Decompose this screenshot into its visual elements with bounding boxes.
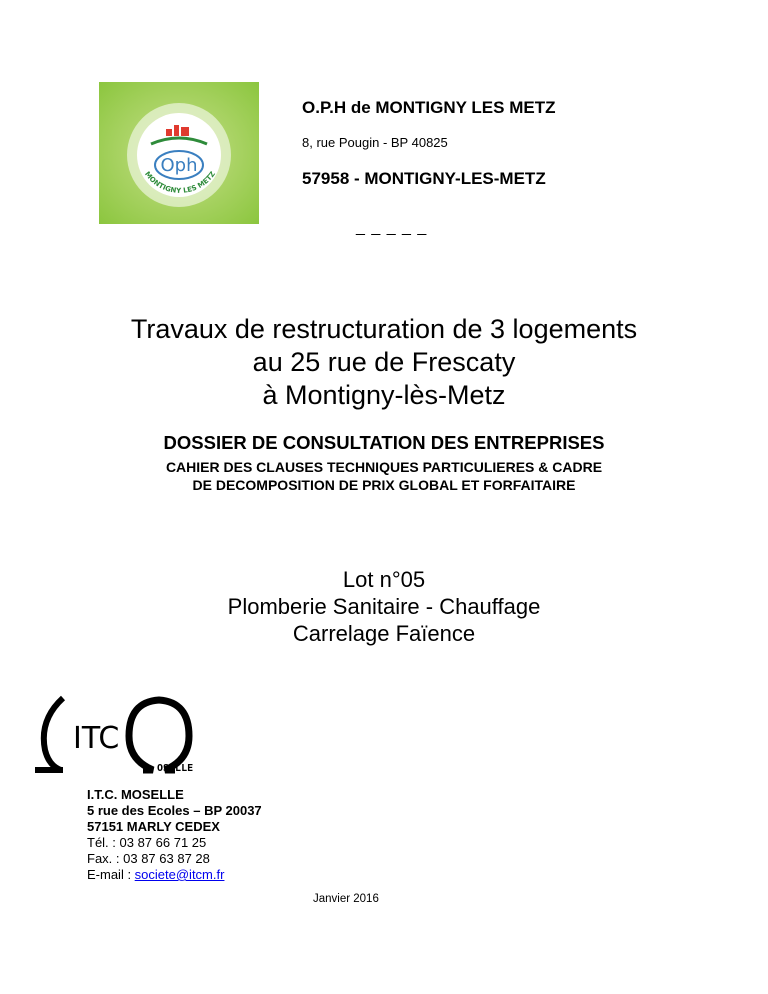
lot-line-2: Carrelage Faïence: [292, 621, 476, 646]
itc-logo-suffix: OSELLE: [157, 763, 194, 774]
oph-building-1: [166, 129, 172, 136]
title-line-3: à Montigny-lès-Metz: [262, 380, 506, 410]
title-line-2: au 25 rue de Frescaty: [252, 347, 516, 377]
oph-logo-text: Oph: [160, 155, 198, 176]
itc-logo: [33, 690, 213, 776]
oph-building-3: [181, 127, 189, 136]
itc-email-label: E-mail :: [87, 867, 135, 882]
itc-email-link[interactable]: societe@itcm.fr: [134, 867, 225, 882]
itc-left-arc: [44, 698, 63, 770]
lot-block: [0, 566, 768, 647]
dossier-subheading: [0, 458, 768, 494]
itc-name: I.T.C. MOSELLE: [87, 787, 184, 802]
dossier-sub-line-1: CAHIER DES CLAUSES TECHNIQUES PARTICULIERES & CADRE: [165, 459, 603, 475]
itc-fax: Fax. : 03 87 63 87 28: [87, 851, 210, 866]
itc-contact: [87, 787, 262, 883]
document-date: Janvier 2016: [313, 893, 379, 905]
itc-omega: [129, 700, 189, 770]
oph-building-2: [174, 125, 179, 136]
lot-number: Lot n°05: [342, 567, 426, 592]
title-line-1: Travaux de restructuration de 3 logements: [130, 314, 638, 344]
lot-line-1: Plomberie Sanitaire - Chauffage: [227, 594, 541, 619]
itc-logo-letters: ITC: [73, 721, 120, 756]
itc-email-row: [87, 867, 262, 883]
oph-ring-text: MONTIGNY LES METZ: [143, 170, 217, 195]
organization-name: O.P.H de MONTIGNY LES METZ: [302, 98, 556, 117]
dossier-sub-line-2: DE DECOMPOSITION DE PRIX GLOBAL ET FORFAITAIRE: [192, 477, 576, 493]
organization-city: 57958 - MONTIGNY-LES-METZ: [302, 169, 546, 188]
dossier-heading: DOSSIER DE CONSULTATION DES ENTREPRISES: [163, 432, 605, 453]
oph-logo: [99, 82, 259, 224]
itc-street: 5 rue des Ecoles – BP 20037: [87, 803, 262, 818]
organization-address: 8, rue Pougin - BP 40825: [302, 135, 448, 150]
itc-city: 57151 MARLY CEDEX: [87, 819, 220, 834]
project-title: [0, 313, 768, 412]
itc-tel: Tél. : 03 87 66 71 25: [87, 835, 207, 850]
separator: _ _ _ _ _: [356, 219, 428, 236]
